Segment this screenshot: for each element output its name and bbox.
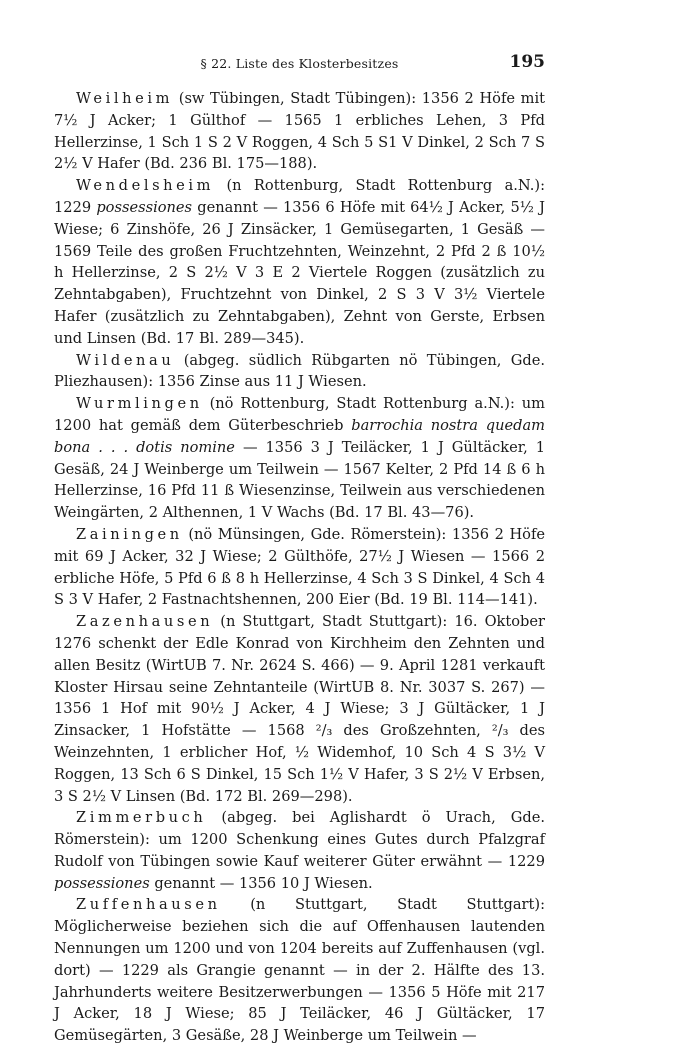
running-title: § 22. Liste des Klosterbesitzes bbox=[200, 56, 399, 71]
place-name: Wildenau bbox=[76, 351, 175, 369]
entry-paragraph bbox=[54, 807, 545, 894]
entry-text: (n Stuttgart, Stadt Stuttgart): Möglicherweise beziehen sich die auf Offenhausen lautenden Nennungen um 1200 und von 1204 bereits auf Zuffenhausen (vgl. dort) — 1229 als Grangie genannt — in der 2. Hälfte des 13. Jahrhunderts weitere Besitzerwerbungen — 1356 5 Höfe mit 217 J Acker, 18 J Wiese; 85 J Teiläcker, 46 J Gültäcker, 17 Gemüsegärten, 3 Gesäße, 28 J Weinberge um Teilwein — bbox=[54, 896, 545, 1045]
entry-text: (n Stuttgart, Stadt Stuttgart): 16. Oktober 1276 schenkt der Edle Konrad von Kirchheim den Zehnten und allen Besitz (WirtUB 7. Nr. 2624 S. 466) — 9. April 1281 verkauft Kloster Hirsau seine Zehntanteile (WirtUB 8. Nr. 3037 S. 267) — 1356 1 Hof mit 90½ J Acker, 4 J Wiese; 3 J Gültäcker, 1 J Zinsacker, 1 Hofstätte — 1568 ²/₃ des Großzehnten, ²/₃ des Weinzehnten, 1 erblicher Hof, ½ Widemhof, 10 Sch 4 S 3½ V Roggen, 13 Sch 6 S Dinkel, 15 Sch 1½ V Hafer, 3 S 2½ V Erbsen, 3 S 2½ V Linsen (Bd. 172 Bl. 269—298). bbox=[54, 613, 545, 805]
place-name: Zimmerbuch bbox=[76, 809, 207, 827]
body-text bbox=[54, 88, 545, 1047]
italic-text: possessiones bbox=[54, 874, 150, 892]
italic-text: possessiones bbox=[96, 198, 193, 216]
entry-text: (n Rottenburg, Stadt Rottenburg a.N.): 1229 bbox=[54, 177, 545, 216]
place-name: Zainingen bbox=[76, 525, 183, 543]
entry-text: (sw Tübingen, Stadt Tübingen): 1356 2 Höfe mit 7½ J Acker; 1 Gülthof — 1565 1 erbliches Lehen, 3 Pfd Hellerzinse, 1 Sch 1 S 2 V Roggen, 4 Sch 5 S1 V Dinkel, 2 Sch 7 S 2½ V Hafer (Bd. 236 Bl. 175—188). bbox=[54, 90, 545, 173]
page-header bbox=[54, 52, 545, 76]
entry-text: genannt — 1356 6 Höfe mit 64½ J Acker, 5½ J Wiese; 6 Zinshöfe, 26 J Zinsäcker, 1 Gemüsegarten, 1 Gesäß — 1569 Teile des großen Fruchtzehnten, Weinzehnt, 2 Pfd 2 ß 10½ h Hellerzinse, 2 S 2½ V 3 E 2 Viertele Roggen (zusätzlich zu Zehntabgaben), Fruchtzehnt von Dinkel, 2 S 3 V 3½ Viertele Hafer (zusätzlich zu Zehntabgaben), Zehnt von Gerste, Erbsen und Linsen (Bd. 17 Bl. 289—345). bbox=[54, 198, 545, 347]
place-name: Zazenhausen bbox=[76, 613, 214, 631]
entry-paragraph bbox=[54, 175, 545, 349]
entry-paragraph bbox=[54, 524, 545, 611]
place-name: Weilheim bbox=[76, 90, 174, 107]
entry-text: genannt — 1356 10 J Wiesen. bbox=[149, 874, 373, 892]
entry-paragraph bbox=[54, 894, 545, 1047]
entry-paragraph bbox=[54, 88, 545, 175]
entry-paragraph bbox=[54, 611, 545, 807]
place-name: Wurmlingen bbox=[76, 395, 203, 413]
entry-text: (nö Münsingen, Gde. Römerstein): 1356 2 Höfe mit 69 J Acker, 32 J Wiese; 2 Gülthöfe, 27½ J Wiesen — 1566 2 erbliche Höfe, 5 Pfd 6 ß 8 h Hellerzinse, 4 Sch 3 S Dinkel, 4 Sch 4 S 3 V Hafer, 2 Fastnachtshennen, 200 Eier (Bd. 19 Bl. 114—141). bbox=[54, 525, 545, 609]
entry-text: (abgeg. bei Aglishardt ö Urach, Gde. Römerstein): um 1200 Schenkung eines Gutes durch Pfalzgraf Rudolf von Tübingen sowie Kauf weiterer Güter erwähnt — 1229 bbox=[54, 809, 545, 870]
entry-paragraph bbox=[54, 393, 545, 524]
italic-text: barrochia nostra quedam bona . . . dotis nomine bbox=[54, 416, 545, 456]
entry-text: (abgeg. südlich Rübgarten nö Tübingen, Gde. Pliezhausen): 1356 Zinse aus 11 J Wiesen. bbox=[54, 351, 545, 391]
entry-text: (nö Rottenburg, Stadt Rottenburg a.N.): um 1200 hat gemäß dem Güterbeschrieb bbox=[54, 395, 545, 434]
entry-paragraph bbox=[54, 350, 545, 394]
entry-text: — 1356 3 J Teiläcker, 1 J Gültäcker, 1 Gesäß, 24 J Weinberge um Teilwein — 1567 Kelter, 2 Pfd 14 ß 6 h Hellerzinse, 16 Pfd 11 ß Wiesenzinse, Teilwein aus verschiedenen Weingärten, 2 Althennen, 1 V Wachs (Bd. 17 Bl. 43—76). bbox=[54, 438, 545, 522]
place-name: Wendelsheim bbox=[76, 177, 215, 195]
page-number: 195 bbox=[509, 52, 545, 72]
place-name: Zuffenhausen bbox=[76, 896, 221, 914]
